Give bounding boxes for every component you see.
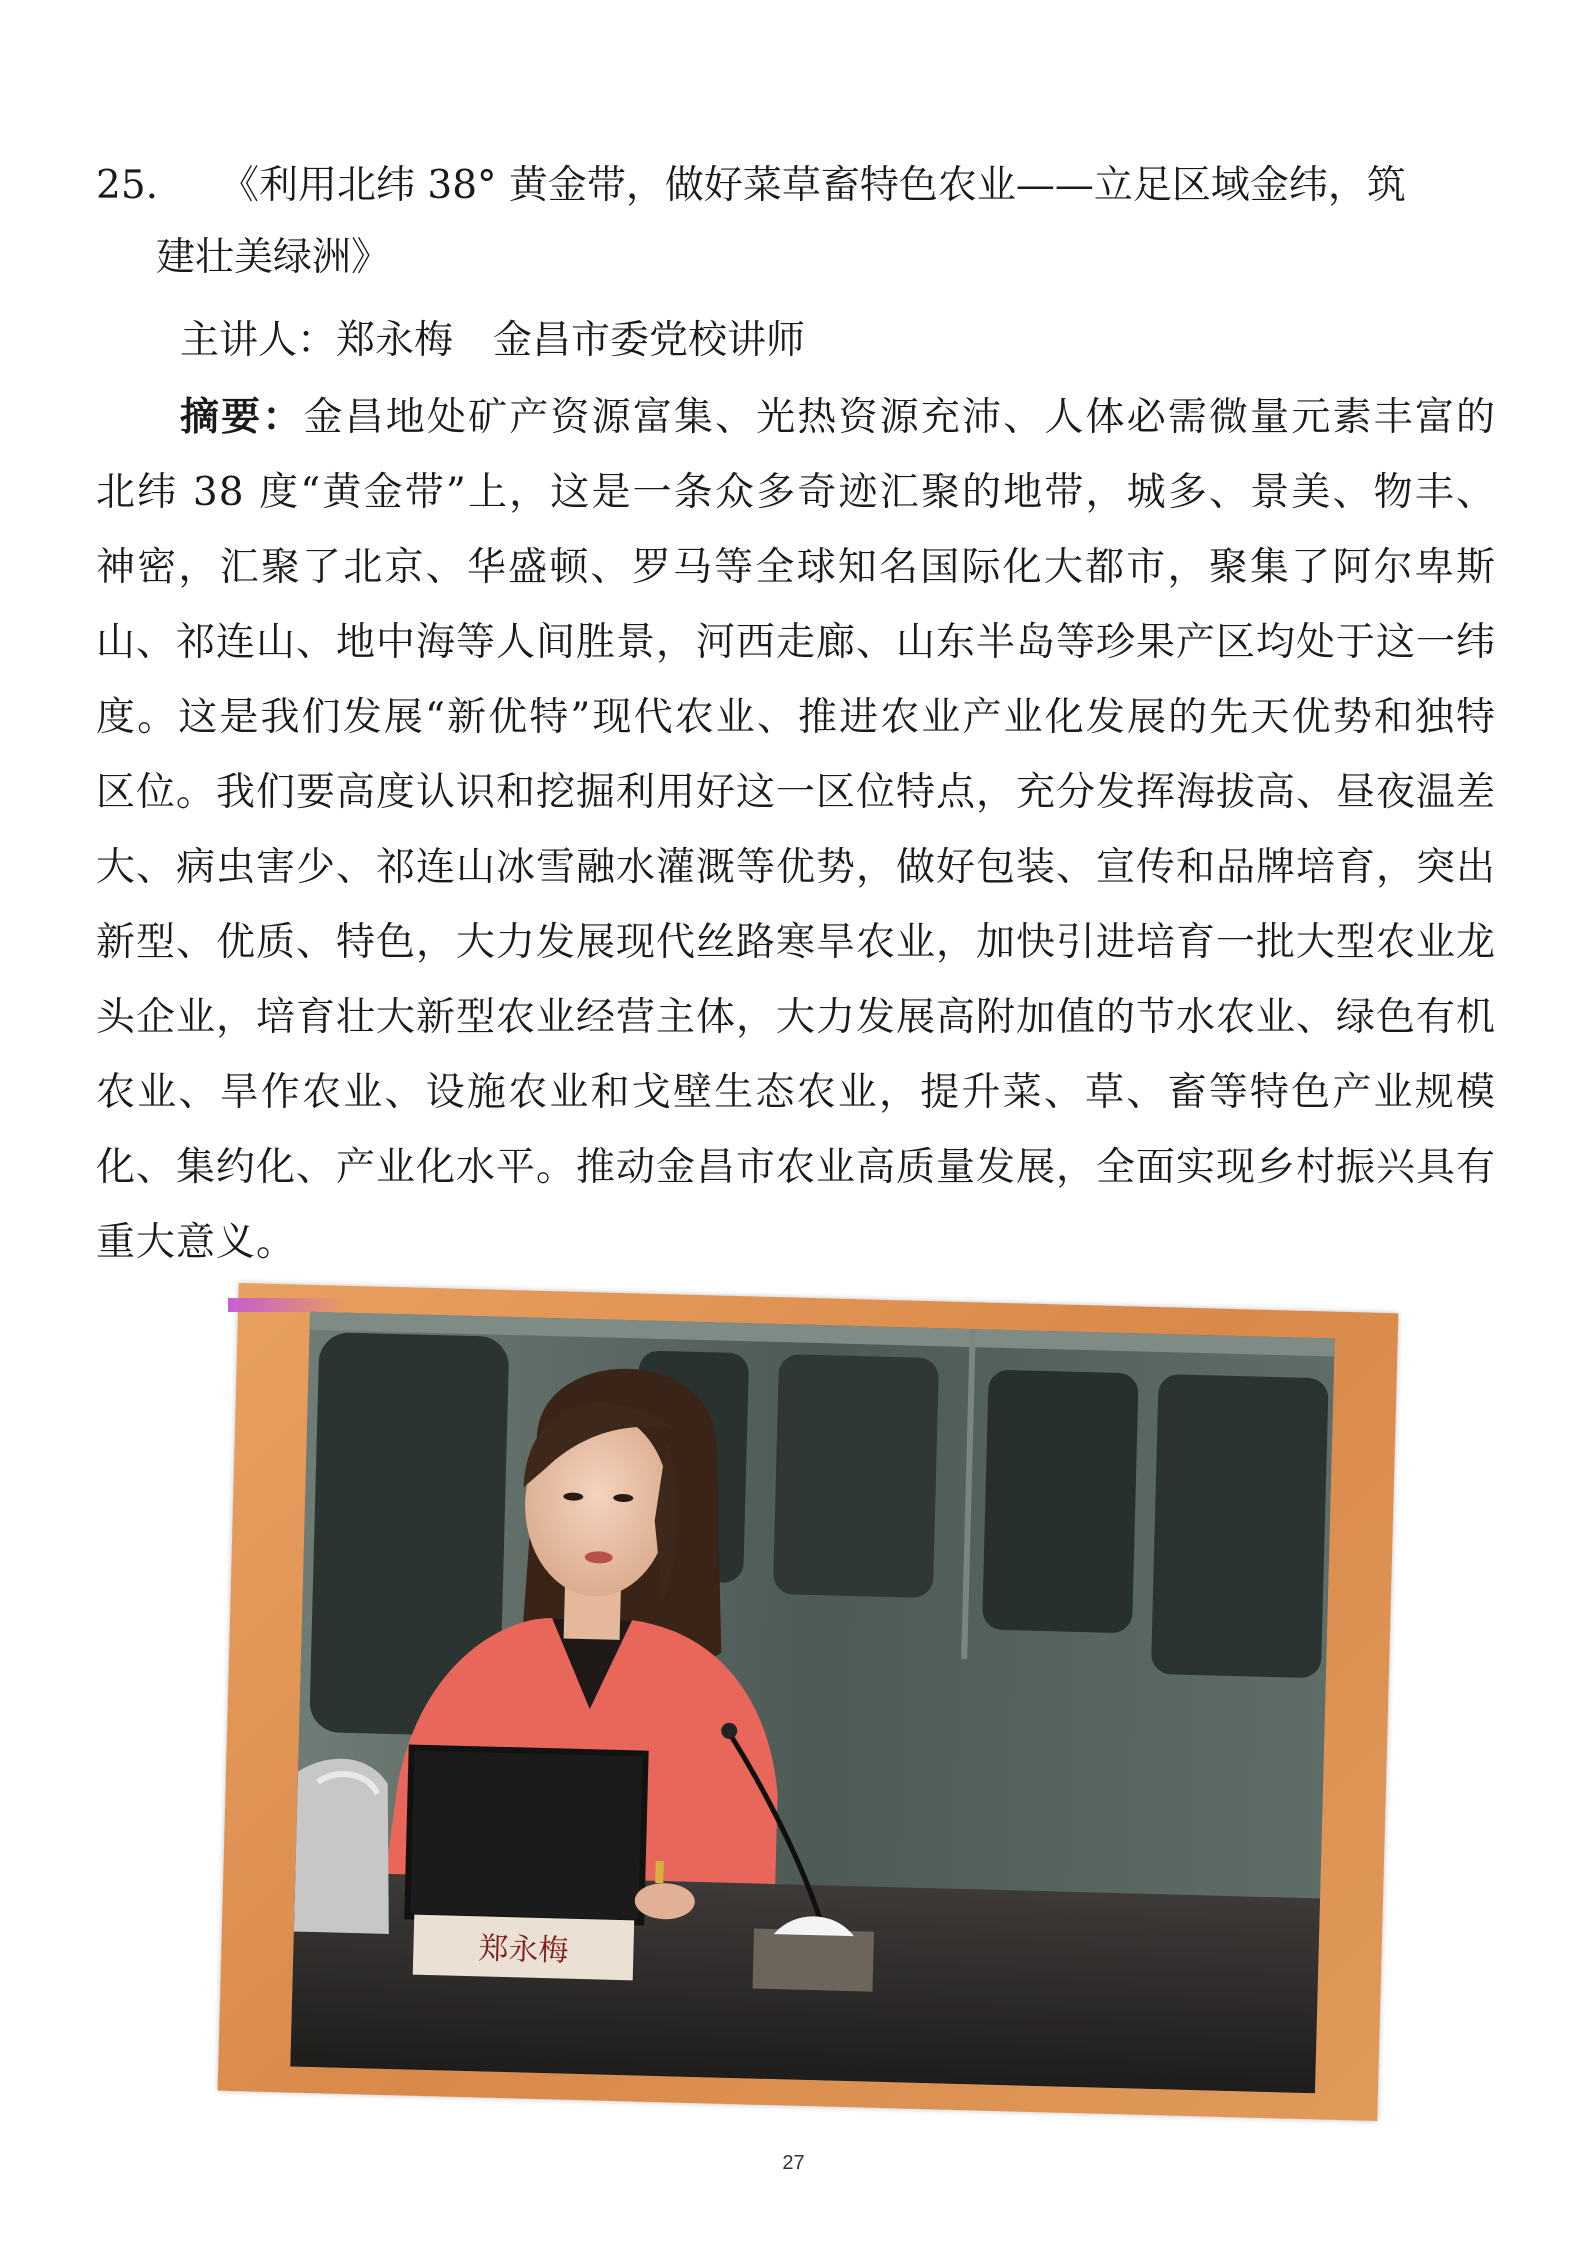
lecture-title-line-2: 建壮美绿洲》 — [156, 235, 391, 280]
frame-accent — [228, 1298, 348, 1312]
nameplate-text: 郑永梅 — [477, 1931, 569, 1969]
lecturer-label: 主讲人： — [180, 318, 337, 363]
lecture-title-line-1: 《利用北纬 38° 黄金带，做好菜草畜特色农业——立足区域金纬，筑 — [220, 163, 1406, 208]
page-number: 27 — [782, 2152, 805, 2174]
lecturer-position: 金昌市委党校讲师 — [493, 318, 806, 363]
lecturer-name: 郑永梅 — [336, 318, 454, 363]
lecture-number: 25. — [96, 163, 159, 208]
lecture-title — [96, 150, 1496, 294]
lecturer-photo — [290, 1312, 1334, 2094]
lecturer-info — [180, 305, 805, 377]
abstract-text: 金昌地处矿产资源富集、光热资源充沛、人体必需微量元素丰富的北纬 38 度“黄金带”上，这是一条众多奇迹汇聚的地带，城多、景美、物丰、神密，汇聚了北京、华盛顿、罗马等全球知名国际化大都市，聚集了阿尔卑斯山、祁连山、地中海等人间胜景，河西走廊、山东半岛等珍果产区均处于这一纬度。这是我们发展“新优特”现代农业、推进农业产业化发展的先天优势和独特区位。我们要高度认识和挖掘利用好这一区位特点，充分发挥海拔高、昼夜温差大、病虫害少、祁连山冰雪融水灌溉等优势，做好包装、宣传和品牌培育，突出新型、优质、特色，大力发展现代丝路寒旱农业，加快引进培育一批大型农业龙头企业，培育壮大新型农业经营主体，大力发展高附加值的节水农业、绿色有机农业、旱作农业、设施农业和戈壁生态农业，提升菜、草、畜等特色产业规模化、集约化、产业化水平。推动金昌市农业高质量发展，全面实现乡村振兴具有重大意义。 — [96, 395, 1497, 1265]
abstract-label: 摘要： — [180, 394, 304, 440]
abstract-paragraph — [96, 380, 1496, 1280]
